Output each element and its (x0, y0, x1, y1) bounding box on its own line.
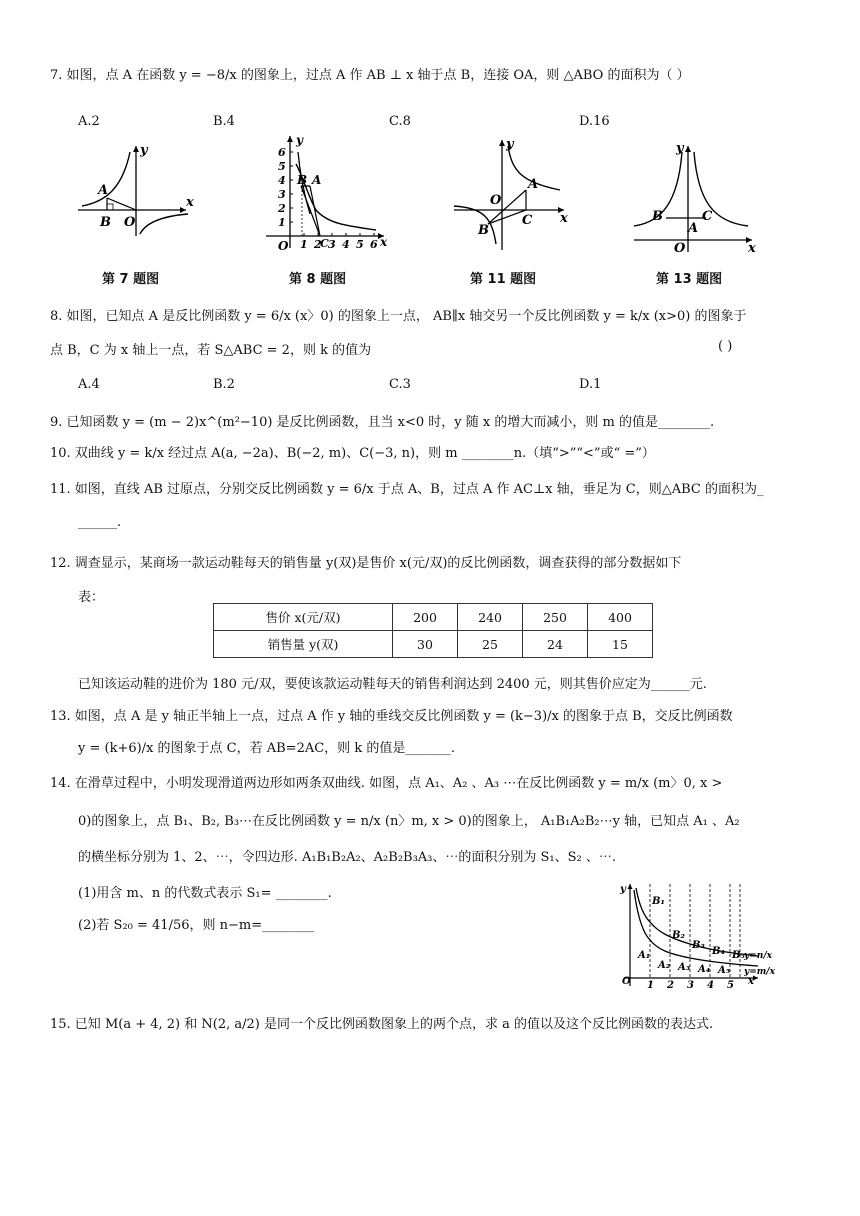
f8-c-label: C (320, 237, 329, 250)
f14-b4-label: B₄ (712, 946, 725, 957)
f11-b-label: B (478, 223, 489, 238)
table-cell: 240 (458, 604, 523, 631)
q15-text: 15. 已知 M(a + 4, 2) 和 N(2, a/2) 是同一个反比例函数图象上的两个点，求 a 的值以及这个反比例函数的表达式. (50, 1017, 714, 1032)
q14-line1: 14. 在滑草过程中，小明发现滑道两边形如两条双曲线. 如图，点 A₁、A₂ 、A₃ ⋯在反比例函数 y = m/x (m〉0, x > (50, 776, 723, 791)
q7-option-b: B.4 (213, 114, 235, 129)
sales-table (213, 603, 653, 658)
f8-ytick-5: 5 (278, 160, 286, 173)
q12-line3: 已知该运动鞋的进价为 180 元/双，要使该款运动鞋每天的销售利润达到 2400 元，则其售价应定为______元. (78, 677, 707, 692)
f7-a-label: A (98, 183, 109, 198)
f11-c-label: C (522, 213, 533, 228)
f8-ytick-6: 6 (278, 146, 286, 159)
f11-x-label: x (560, 211, 568, 226)
f8-xtick-5: 5 (356, 238, 364, 251)
caption-figure-7: 第 7 题图 (102, 272, 160, 287)
table-row (214, 604, 653, 631)
q8-option-d: D.1 (579, 377, 602, 392)
table-cell: 24 (523, 631, 588, 658)
q14-line3: 的横坐标分别为 1、2、⋯，令四边形. A₁B₁B₂A₂、A₂B₂B₃A₃、⋯的面积分别为 S₁、S₂ 、⋯. (78, 850, 617, 865)
caption-figure-8: 第 8 题图 (289, 272, 347, 287)
q11-line1: 11. 如图，直线 AB 过原点，分别交反比例函数 y = 6/x 于点 A、B，过点 A 作 AC⊥x 轴，垂足为 C，则△ABC 的面积为_ (50, 482, 764, 497)
figure-14 (618, 880, 788, 990)
f8-ytick-4: 4 (278, 174, 286, 187)
f8-ytick-2: 2 (278, 202, 286, 215)
f13-o-label: O (674, 241, 686, 254)
f11-a-label: A (528, 177, 539, 192)
q7-option-c: C.8 (389, 114, 411, 129)
table-row (214, 631, 653, 658)
f7-b-label: B (100, 215, 111, 230)
f8-ytick-1: 1 (278, 216, 286, 229)
f7-y-label: y (140, 143, 148, 158)
f14-n-curve-label: y=n/x (744, 951, 772, 961)
f13-a-label: A (688, 221, 699, 236)
f14-x-label: x (748, 976, 754, 987)
figure-11 (450, 136, 574, 254)
f11-o-label: O (490, 193, 502, 208)
f8-b-label: B (297, 173, 308, 187)
q10-text: 10. 双曲线 y = k/x 经过点 A(a, −2a)、B(−2, m)、C(−3, n)，则 m ________n.（填“>”“<”或“ =”） (50, 446, 655, 461)
q8-answer-paren: ( ) (718, 339, 733, 354)
caption-figure-13: 第 13 题图 (656, 272, 723, 287)
f14-xtick-1: 1 (647, 980, 654, 990)
q13-line2: y = (k+6)/x 的图象于点 C，若 AB=2AC，则 k 的值是_______. (78, 741, 455, 756)
q8-line2: 点 B，C 为 x 轴上一点，若 S△ABC = 2，则 k 的值为 (50, 343, 372, 358)
f13-b-label: B (652, 209, 663, 224)
f14-b1-label: B₁ (652, 896, 665, 907)
f13-y-label: y (676, 142, 684, 156)
f7-x-label: x (186, 195, 194, 210)
f14-xtick-5: 5 (727, 980, 734, 990)
table-cell: 25 (458, 631, 523, 658)
caption-figure-11: 第 11 题图 (470, 272, 537, 287)
f8-a-label: A (312, 173, 322, 187)
f14-a4-label: A₄ (698, 964, 711, 975)
f14-b2-label: B₂ (672, 930, 685, 941)
q8-option-a: A.4 (78, 377, 100, 392)
q7-option-a: A.2 (78, 114, 100, 129)
f14-y-label: y (620, 884, 626, 895)
q12-line1: 12. 调查显示，某商场一款运动鞋每天的销售量 y(双)是售价 x(元/双)的反比例函数，调查获得的部分数据如下 (50, 556, 682, 571)
f14-a3-label: A₃ (678, 962, 691, 973)
f8-xtick-6: 6 (370, 238, 378, 251)
f14-o-label: O (622, 976, 631, 987)
f14-a5-label: A₅ (718, 965, 731, 976)
q8-option-b: B.2 (213, 377, 235, 392)
f8-o-label: O (278, 239, 289, 253)
f8-y-label: y (296, 134, 303, 147)
table-cell: 销售量 y(双) (214, 631, 393, 658)
f14-xtick-3: 3 (687, 980, 694, 990)
figure-13 (632, 142, 760, 254)
f8-x-label: x (380, 235, 388, 249)
f7-o-label: O (124, 215, 136, 230)
table-cell: 15 (588, 631, 653, 658)
f14-a2-label: A₂ (658, 960, 671, 971)
f8-xtick-1: 1 (300, 238, 308, 251)
f8-xtick-3: 3 (328, 238, 336, 251)
f14-a1-label: A₁ (638, 950, 651, 961)
f14-m-curve-label: y=m/x (744, 967, 775, 977)
q7-text: 7. 如图，点 A 在函数 y = −8/x 的图象上，过点 A 作 AB ⊥ x 轴于点 B，连接 OA，则 △ABO 的面积为（ ） (50, 68, 690, 83)
q11-line2: ______. (78, 515, 122, 530)
figure-8 (258, 134, 390, 254)
table-cell: 售价 x(元/双) (214, 604, 393, 631)
f8-xtick-4: 4 (342, 238, 350, 251)
f13-c-label: C (702, 209, 713, 224)
f8-xtick-2: 2 (314, 238, 322, 251)
q14-sub2: (2)若 S₂₀ = 41/56，则 n−m=________ (78, 918, 315, 933)
q14-line2: 0)的图象上，点 B₁、B₂, B₃⋯在反比例函数 y = n/x (n〉m, x > 0)的图象上， A₁B₁A₂B₂⋯y 轴，已知点 A₁ 、A₂ (78, 814, 740, 829)
q12-line2: 表： (78, 590, 105, 605)
q9-text: 9. 已知函数 y = (m − 2)x^(m²−10) 是反比例函数，且当 x<0 时，y 随 x 的增大而减小，则 m 的值是________. (50, 415, 715, 430)
f14-xtick-4: 4 (707, 980, 714, 990)
q13-line1: 13. 如图，点 A 是 y 轴正半轴上一点，过点 A 作 y 轴的垂线交反比例函数 y = (k−3)/x 的图象于点 B，交反比例函数 (50, 709, 733, 724)
q14-sub1: (1)用含 m、n 的代数式表示 S₁= ________. (78, 886, 332, 901)
table-cell: 250 (523, 604, 588, 631)
f11-y-label: y (506, 137, 514, 152)
f13-x-label: x (748, 241, 756, 254)
q7-option-d: D.16 (579, 114, 610, 129)
table-cell: 30 (393, 631, 458, 658)
figure-7 (74, 140, 194, 240)
f14-b3-label: B₃ (692, 940, 705, 951)
table-cell: 200 (393, 604, 458, 631)
f14-xtick-2: 2 (667, 980, 674, 990)
f8-ytick-3: 3 (278, 188, 286, 201)
table-cell: 400 (588, 604, 653, 631)
q8-line1: 8. 如图，已知点 A 是反比例函数 y = 6/x (x〉0) 的图象上一点， AB∥x 轴交另一个反比例函数 y = k/x (x>0) 的图象于 (50, 309, 747, 324)
f14-b5-label: B₅ (732, 950, 745, 961)
q8-option-c: C.3 (389, 377, 411, 392)
